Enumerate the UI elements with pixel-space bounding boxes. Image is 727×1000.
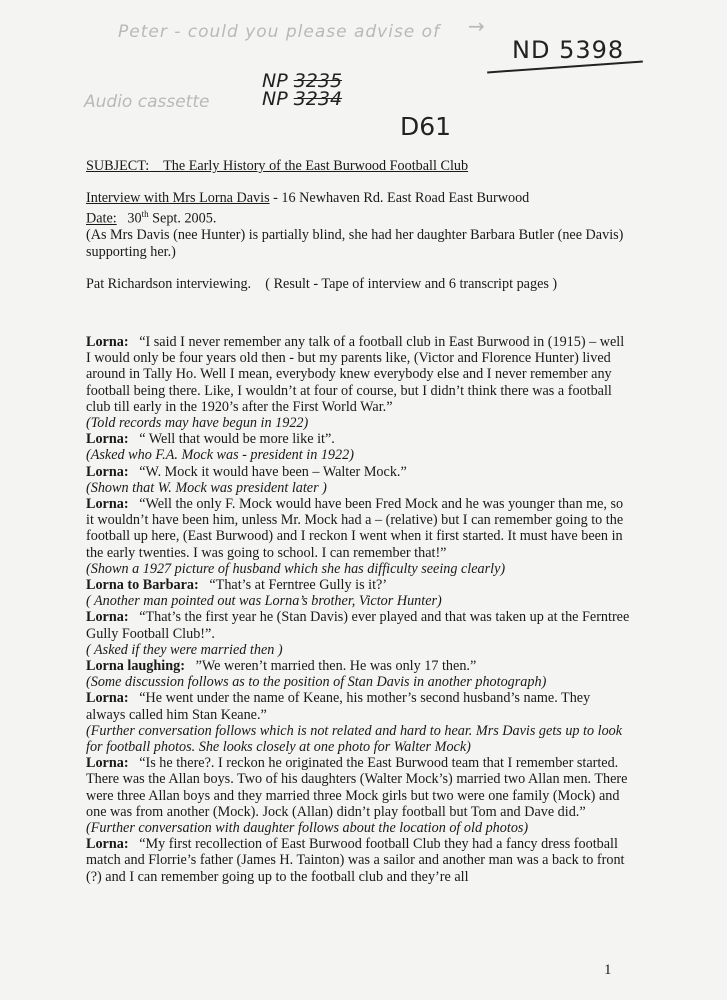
interview-address: - 16 Newhaven Rd. East Road East Burwood [269,190,530,207]
interviewer-line [86,276,631,292]
np-prefix-2: NP [262,88,288,110]
transcript-note: (Some discussion follows as to the position of Stan Davis in another photograph) [86,674,547,691]
np-number-2 [262,88,342,110]
transcript-note: (Asked who F.A. Mock was - president in 1922) [86,447,354,464]
date-rest: Sept. 2005. [148,211,217,228]
speaker-label: Lorna laughing: [86,658,185,675]
document-body [86,158,631,885]
page-number: 1 [604,962,612,978]
d-number: D61 [400,112,452,141]
speech-text: “W. Mock it would have been – Walter Mock.” [139,463,407,480]
arrow-icon: → [468,14,485,38]
speech-text: “He went under the name of Keane, his mother’s second husband’s name. They always called him Stan Keane.” [86,690,591,723]
transcript-note: (Told records may have begun in 1922) [86,414,309,431]
speech-text: “My first recollection of East Burwood football Club they had a fancy dress football match and Florrie’s father (James H. Tainton) was a sailor and another man was a back to front (?) and I can remember going up to the football club and they’re all [86,836,625,885]
speaker-label: Lorna: [86,755,129,772]
np-value-2: 3234 [293,88,343,110]
transcript-speech [86,577,631,593]
transcript-speech [86,658,631,674]
speech-text: “That’s the first year he (Stan Davis) ever played and that was taken up at the Ferntree Gully Football Club!”. [86,609,630,642]
speaker-label: Lorna: [86,333,129,350]
interview-with: Interview with Mrs Lorna Davis [86,190,270,207]
speech-text: “I said I never remember any talk of a football club in East Burwood in (1915) – well I would only be four years old then - but my parents like, (Victor and Florence Hunter) lived around in Tally Ho. Well I mean, everybody knew everybody else and I never remember any football being there. Like, I wouldn’t at four of course, but I didn’t think there was a football club till early in the 1920’s after the First World War.” [86,333,625,415]
transcript-speech [86,690,631,722]
speaker-label: Lorna to Barbara: [86,577,199,593]
speech-text: “Well the only F. Mock would have been Fred Mock and he was younger than me, so it wouldn’t have been him, unless Mr. Mock had a – (relative) but I can remember going to the football up here, (East Burwood) and I reckon I went when it first started. It must have been in the early twenties. I was going to school. I can remember that!” [86,495,624,561]
transcript-speech [86,431,631,447]
transcript-speech [86,496,631,561]
transcript-note: ( Another man pointed out was Lorna’s brother, Victor Hunter) [86,593,442,610]
subject-title: The Early History of the East Burwood Football Club [163,158,469,174]
transcript-speech [86,334,631,415]
transcript [86,334,631,885]
transcript-note: (Further conversation with daughter follows about the location of old photos) [86,820,529,837]
speaker-label: Lorna: [86,495,129,512]
transcript-speech [86,464,631,480]
pencil-note-peter: Peter - could you please advise of [118,22,441,42]
result-note: ( Result - Tape of interview and 6 transcript pages ) [265,275,558,292]
interviewer: Pat Richardson interviewing. [86,275,252,292]
speaker-label: Lorna: [86,463,129,480]
interview-line [86,190,631,206]
speech-text: ”We weren’t married then. He was only 17 then.” [195,658,477,675]
date-line [86,206,631,227]
transcript-speech [86,755,631,820]
transcript-note: (Shown a 1927 picture of husband which she has difficulty seeing clearly) [86,560,506,577]
speaker-label: Lorna: [86,609,129,626]
np-value-1: 3235 [293,70,343,92]
nd-number: ND 5398 [512,36,625,64]
speaker-label: Lorna: [86,690,129,707]
support-note: (As Mrs Davis (nee Hunter) is partially blind, she had her daughter Barbara Butler (nee Davis) supporting her.) [86,227,624,260]
transcript-speech [86,609,631,641]
date-day: 30 [127,211,142,228]
speech-text: “Is he there?. I reckon he originated the East Burwood team that I remember started. There was the Allan boys. Two of his daughters (Walter Mock’s) married two Allan men. There were three Allan boys and they married three Mock girls but two were one family (Mock) and one was from another (Mock). Jock (Allan) didn’t play football but Tom and Dave did.” [86,755,628,820]
speech-text: “That’s at Ferntree Gully is it?’ [209,577,388,593]
subject-label: SUBJECT: [86,158,150,174]
np-prefix-1: NP [262,70,288,92]
transcript-speech [86,836,631,885]
audio-cassette-note: Audio cassette [84,92,210,112]
speaker-label: Lorna: [86,836,129,853]
date-label: Date: [86,211,117,228]
speech-text: “ Well that would be more like it”. [139,431,335,448]
subject-line [86,158,631,174]
transcript-note: (Further conversation follows which is not related and hard to hear. Mrs Davis gets up to look for football photos. She looks closely at one photo for Walter Mock) [86,722,623,756]
transcript-note: ( Asked if they were married then ) [86,641,283,658]
transcript-note: (Shown that W. Mock was president later ) [86,479,327,496]
date-suffix: th [141,209,149,220]
speaker-label: Lorna: [86,431,129,448]
